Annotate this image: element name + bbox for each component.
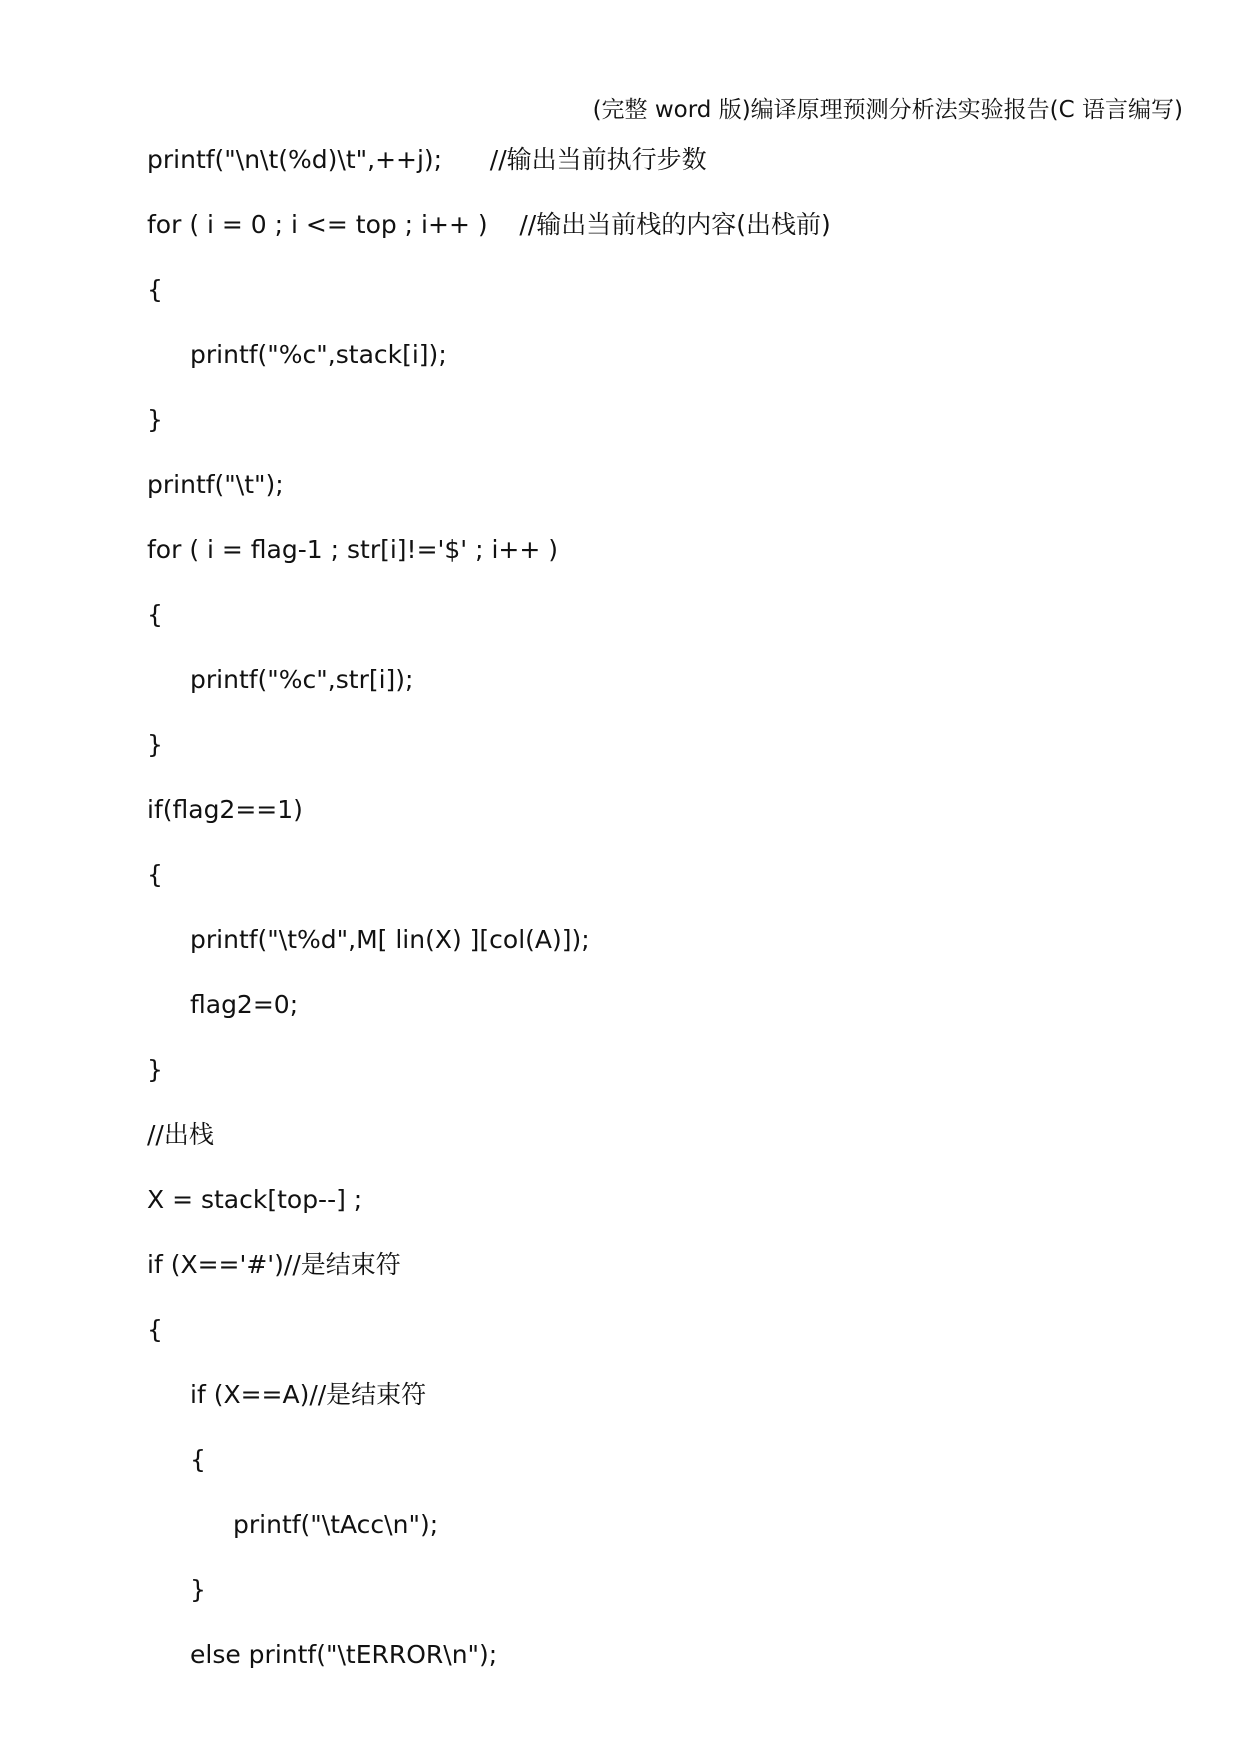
code-line: printf("\t"); — [147, 470, 284, 499]
code-line: flag2=0; — [190, 990, 299, 1019]
code-line: if (X==A)//是结束符 — [190, 1380, 427, 1409]
code-line: { — [147, 1315, 163, 1344]
code-line: } — [147, 730, 163, 759]
code-line: else printf("\tERROR\n"); — [190, 1640, 498, 1669]
code-line: } — [147, 405, 163, 434]
code-line: } — [147, 1055, 163, 1084]
code-line: for ( i = 0 ; i <= top ; i++ ) //输出当前栈的内容(出栈前) — [147, 210, 831, 239]
code-line: printf("%c",str[i]); — [190, 665, 414, 694]
code-line: printf("\tAcc\n"); — [233, 1510, 439, 1539]
code-block — [147, 145, 1187, 1705]
code-line: if(flag2==1) — [147, 795, 303, 824]
code-line: { — [147, 275, 163, 304]
code-line: printf("\n\t(%d)\t",++j); //输出当前执行步数 — [147, 145, 707, 174]
code-line: //出栈 — [147, 1120, 214, 1149]
code-line: } — [190, 1575, 206, 1604]
code-line: X = stack[top--] ; — [147, 1185, 363, 1214]
code-line: printf("\t%d",M[ lin(X) ][col(A)]); — [190, 925, 590, 954]
code-line: { — [190, 1445, 206, 1474]
code-line: { — [147, 860, 163, 889]
code-line: printf("%c",stack[i]); — [190, 340, 447, 369]
page-header: (完整 word 版)编译原理预测分析法实验报告(C 语言编写) — [592, 97, 1183, 123]
code-line: if (X=='#')//是结束符 — [147, 1250, 401, 1279]
code-line: for ( i = flag-1 ; str[i]!='$' ; i++ ) — [147, 535, 559, 564]
code-line: { — [147, 600, 163, 629]
